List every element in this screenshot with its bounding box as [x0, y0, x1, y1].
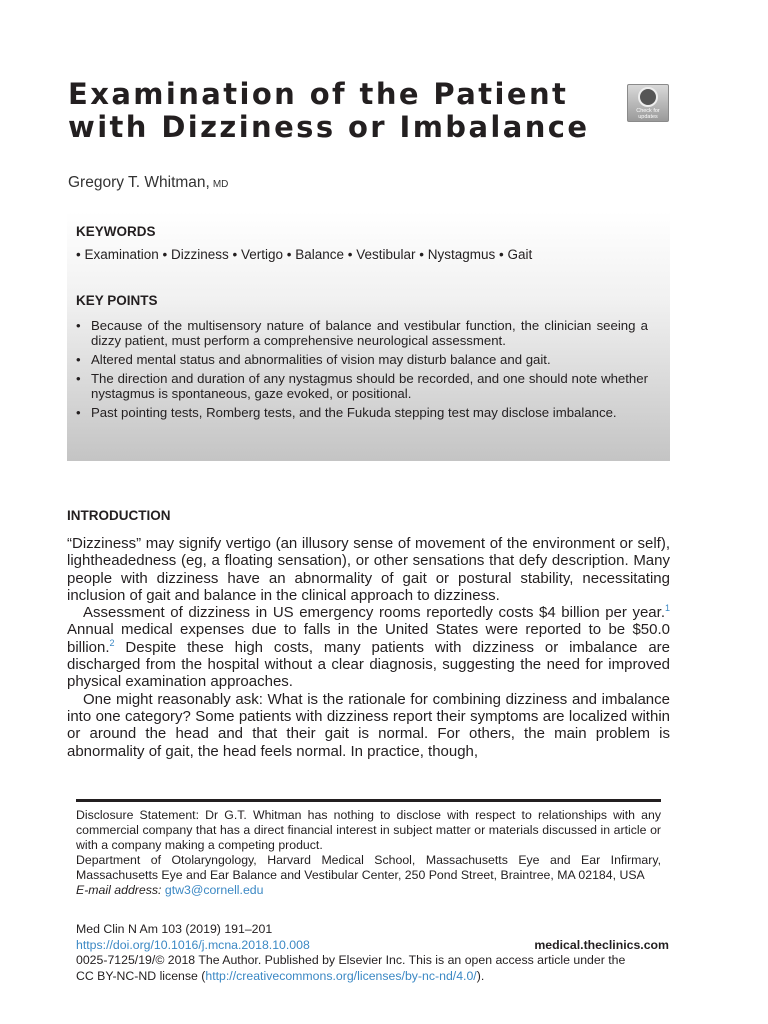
key-point-item: • Altered mental status and abnormalities of vision may disturb balance and gait.: [76, 352, 648, 367]
intro-paragraph-2: [67, 604, 670, 690]
title-line-2: with Dizziness or Imbalance: [68, 110, 590, 144]
license-suffix: ).: [476, 968, 485, 983]
check-for-updates-badge[interactable]: [627, 84, 669, 122]
license-link[interactable]: http://creativecommons.org/licenses/by-nc-nd/4.0/: [205, 968, 477, 983]
keywords-keypoints-box: [67, 212, 670, 461]
citation-block: [76, 922, 669, 984]
copyright-line: 0025-7125/19/© 2018 The Author. Published by Elsevier Inc. This is an open access article under the: [76, 953, 626, 967]
journal-citation: Med Clin N Am 103 (2019) 191–201: [76, 922, 273, 936]
doi-row: [76, 938, 669, 954]
introduction-heading: INTRODUCTION: [67, 508, 171, 523]
key-point-item: • The direction and duration of any nystagmus should be recorded, and one should note whether nystagmus is spontaneous, gaze evoked, or positional.: [76, 371, 648, 401]
doi-link[interactable]: https://doi.org/10.1016/j.mcna.2018.10.008: [76, 937, 310, 952]
email-link[interactable]: gtw3@cornell.edu: [164, 883, 264, 897]
article-title: [68, 78, 608, 144]
email-label: E-mail address:: [76, 883, 162, 897]
reference-link-2[interactable]: 2: [109, 637, 115, 648]
footnote: [76, 808, 661, 898]
intro-paragraph-1: “Dizziness” may signify vertigo (an illusory sense of movement of the environment or self), lightheadedness (eg, a floating sensation), or other sensations that defy description. Many people with dizziness have an abnormality of gait or postural stability, necessitating inclusion of gait and balance in the clinical approach to dizziness.: [67, 535, 670, 604]
reference-link-1[interactable]: 1: [664, 603, 670, 614]
key-points-list: [76, 318, 648, 424]
license-line: [76, 969, 669, 985]
title-line-1: Examination of the Patient: [68, 77, 569, 111]
author-line: [68, 174, 228, 192]
intro-paragraph-3: One might reasonably ask: What is the rationale for combining dizziness and imbalance into one category? Some patients with dizziness report their symptoms are localized within or around the head and that their gait is normal. For others, the main problem is abnormality of gait, the head feels normal. In practice, though,: [67, 690, 670, 760]
key-points-heading: KEY POINTS: [76, 293, 158, 308]
introduction-body: [67, 535, 670, 760]
footnote-divider: [76, 799, 661, 802]
badge-label: Check for updates: [636, 108, 660, 120]
key-point-item: • Because of the multisensory nature of balance and vestibular function, the clinician seeing a dizzy patient, must perform a comprehensive neurological assessment.: [76, 318, 648, 348]
keywords-heading: KEYWORDS: [76, 224, 156, 239]
keywords-list: • Examination • Dizziness • Vertigo • Balance • Vestibular • Nystagmus • Gait: [76, 247, 533, 262]
intro-p2-text-a: Assessment of dizziness in US emergency rooms reportedly costs $4 billion per year.: [83, 604, 665, 622]
disclosure-statement: Disclosure Statement: Dr G.T. Whitman has nothing to disclose with respect to relationships with any commercial company that has a direct financial interest in subject matter or materials discussed in article or with a company making a competing product.: [76, 808, 661, 852]
email-line: [76, 883, 661, 898]
author-name: Gregory T. Whitman,: [68, 174, 210, 191]
intro-p2-text-b: Annual medical expenses due to falls in the United States were reported to be $50.0 billion.: [67, 621, 670, 656]
site-name: medical.theclinics.com: [534, 937, 669, 952]
crossmark-icon: [638, 87, 658, 107]
author-degree: MD: [212, 179, 229, 190]
affiliation: Department of Otolaryngology, Harvard Medical School, Massachusetts Eye and Ear Infirmary, Massachusetts Eye and Ear Balance and Vestibular Center, 250 Pond Street, Braintree, MA 02184, USA: [76, 853, 661, 882]
license-prefix: CC BY-NC-ND license (: [76, 968, 206, 983]
key-point-item: • Past pointing tests, Romberg tests, and the Fukuda stepping test may disclose imbalance.: [76, 405, 648, 420]
intro-p2-text-c: Despite these high costs, many patients with dizziness or imbalance are discharged from the hospital without a clear diagnosis, suggesting the need for improved physical examination approaches.: [67, 638, 670, 691]
